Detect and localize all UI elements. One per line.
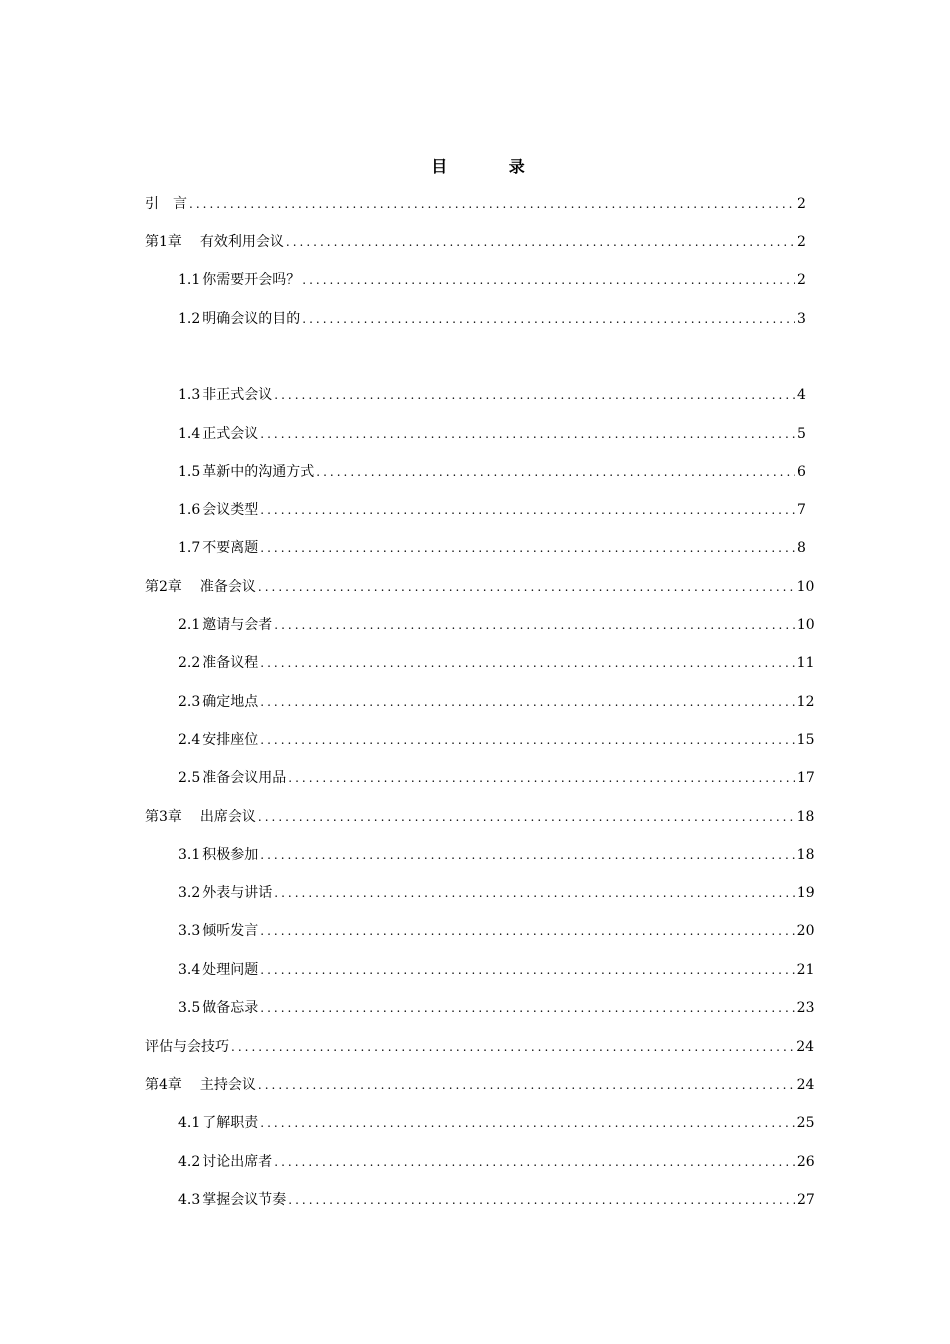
- toc-entry-section-3-5[interactable]: [178, 998, 815, 1018]
- toc-leader-dots: [260, 921, 794, 941]
- toc-entry-page: 21: [796, 962, 815, 978]
- toc-entry-section-2-5[interactable]: [178, 768, 815, 788]
- toc-entry-label: 准备会议: [199, 579, 256, 595]
- toc-leader-dots: [258, 1075, 795, 1095]
- toc-entry-page: 10: [796, 579, 815, 595]
- toc-leader-dots: [258, 807, 795, 827]
- toc-entry-section-2-3[interactable]: [178, 692, 815, 712]
- toc-entry-page: 24: [796, 1039, 815, 1055]
- toc-entry-section-1-6[interactable]: [178, 500, 805, 520]
- toc-entry-section-1-7[interactable]: [178, 538, 805, 558]
- toc-entry-label: 评估与会技巧: [145, 1039, 229, 1055]
- toc-entry-number: 1.4: [178, 426, 201, 442]
- toc-entry-section-1-3[interactable]: [178, 385, 805, 405]
- toc-entry-number: 1.7: [178, 540, 201, 556]
- toc-entry-section-1-2[interactable]: [178, 309, 805, 329]
- toc-leader-dots: [258, 577, 795, 597]
- toc-leader-dots: [260, 653, 794, 673]
- toc-entry-label: 出席会议: [199, 809, 256, 825]
- toc-entry-number: 第2章: [145, 579, 182, 595]
- toc-leader-dots: [274, 1152, 795, 1172]
- toc-leader-dots: [260, 960, 794, 980]
- toc-entry-number: 4.3: [178, 1192, 201, 1208]
- toc-entry-number: 4.2: [178, 1154, 201, 1170]
- toc-entry-page: 27: [797, 1192, 815, 1208]
- toc-entry-label: 非正式会议: [202, 387, 273, 403]
- toc-entry-section-3-2[interactable]: [178, 883, 815, 903]
- toc-entry-page: 19: [796, 885, 815, 901]
- toc-entry-number: 3.4: [178, 962, 201, 978]
- toc-entry-label: 会议类型: [202, 502, 259, 518]
- toc-entry-number: 2.1: [178, 617, 201, 633]
- toc-entry-number: 2.4: [178, 732, 201, 748]
- toc-entry-section-2-1[interactable]: [178, 615, 815, 635]
- toc-entry-number: 1.3: [178, 387, 201, 403]
- toc-leader-dots: [189, 194, 795, 214]
- toc-entry-page: 26: [796, 1154, 815, 1170]
- toc-leader-dots: [288, 768, 795, 788]
- toc-entry-page: 7: [797, 502, 806, 518]
- toc-entry-label: 不要离题: [202, 540, 259, 556]
- toc-entry-label: 主持会议: [199, 1077, 256, 1093]
- toc-entry-section-4-3[interactable]: [178, 1190, 815, 1210]
- toc-entry-label: 有效利用会议: [199, 234, 284, 250]
- toc-entry-section-1-1[interactable]: [178, 270, 805, 290]
- toc-entry-number: 第4章: [145, 1077, 182, 1093]
- toc-entry-section-1-5[interactable]: [178, 462, 805, 482]
- toc-entry-number: 1.1: [178, 272, 201, 288]
- toc-entry-label: 做备忘录: [202, 1000, 259, 1016]
- toc-entry-label: 正式会议: [202, 426, 259, 442]
- toc-leader-dots: [260, 998, 794, 1018]
- toc-entry-page: 8: [797, 540, 806, 556]
- toc-entry-label: 了解职责: [202, 1115, 259, 1131]
- toc-entry-section-3-4[interactable]: [178, 960, 815, 980]
- toc-entry-number: 1.2: [178, 311, 201, 327]
- toc-entry-label: 引 言: [145, 196, 187, 212]
- toc-entry-label: 外表与讲话: [202, 885, 273, 901]
- toc-entry-page: 5: [797, 426, 806, 442]
- toc-entry-label: 准备议程: [202, 655, 259, 671]
- toc-entry-section-2-2[interactable]: [178, 653, 815, 673]
- toc-entry-page: 2: [797, 196, 806, 212]
- toc-entry-number: 4.1: [178, 1115, 201, 1131]
- toc-entry-page: 20: [796, 923, 815, 939]
- toc-entry-chapter-2[interactable]: [145, 577, 815, 597]
- toc-leader-dots: [260, 1113, 794, 1133]
- toc-leader-dots: [260, 845, 794, 865]
- toc-entry-page: 10: [796, 617, 815, 633]
- toc-leader-dots: [316, 462, 795, 482]
- toc-entry-chapter-3[interactable]: [145, 807, 815, 827]
- toc-entry-page: 2: [797, 234, 806, 250]
- toc-leader-dots: [260, 692, 794, 712]
- toc-entry-evaluation[interactable]: [145, 1037, 815, 1057]
- toc-entry-page: 2: [797, 272, 806, 288]
- toc-entry-page: 25: [796, 1115, 815, 1131]
- toc-entry-page: 18: [796, 809, 815, 825]
- toc-leader-dots: [274, 615, 795, 635]
- toc-entry-chapter-1[interactable]: [145, 232, 805, 252]
- toc-entry-chapter-4[interactable]: [145, 1075, 815, 1095]
- toc-entry-label: 准备会议用品: [202, 770, 287, 786]
- toc-entry-section-3-1[interactable]: [178, 845, 815, 865]
- toc-leader-dots: [274, 883, 795, 903]
- toc-entry-section-2-4[interactable]: [178, 730, 815, 750]
- toc-entry-page: 18: [796, 847, 815, 863]
- toc-entry-number: 2.5: [178, 770, 201, 786]
- toc-entry-label: 革新中的沟通方式: [202, 464, 315, 480]
- toc-entry-page: 12: [796, 694, 815, 710]
- toc-entry-label: 确定地点: [202, 694, 259, 710]
- toc-entry-section-3-3[interactable]: [178, 921, 815, 941]
- toc-leader-dots: [260, 500, 795, 520]
- toc-entry-label: 倾听发言: [202, 923, 259, 939]
- toc-leader-dots: [302, 270, 795, 290]
- toc-leader-dots: [231, 1037, 794, 1057]
- toc-entry-section-4-1[interactable]: [178, 1113, 815, 1133]
- toc-entry-label: 安排座位: [202, 732, 259, 748]
- toc-entry-page: 15: [796, 732, 815, 748]
- toc-entry-label: 讨论出席者: [202, 1154, 273, 1170]
- toc-entry-label: 你需要开会吗？: [202, 272, 301, 288]
- toc-entry-section-1-4[interactable]: [178, 424, 805, 444]
- toc-entry-page: 23: [796, 1000, 815, 1016]
- toc-entry-intro[interactable]: [145, 194, 805, 214]
- toc-entry-label: 处理问题: [202, 962, 259, 978]
- toc-entry-page: 6: [797, 464, 806, 480]
- toc-leader-dots: [260, 538, 795, 558]
- toc-entry-number: 3.5: [178, 1000, 201, 1016]
- toc-entry-number: 2.2: [178, 655, 201, 671]
- toc-entry-page: 3: [797, 311, 806, 327]
- toc-entry-page: 4: [797, 387, 806, 403]
- toc-entry-label: 积极参加: [202, 847, 259, 863]
- toc-entry-page: 24: [796, 1077, 815, 1093]
- toc-entry-label: 掌握会议节奏: [202, 1192, 287, 1208]
- toc-entry-label: 明确会议的目的: [202, 311, 301, 327]
- toc-entry-number: 3.2: [178, 885, 201, 901]
- toc-entry-number: 1.6: [178, 502, 201, 518]
- toc-entry-page: 17: [797, 770, 815, 786]
- toc-leader-dots: [286, 232, 795, 252]
- toc-entry-number: 1.5: [178, 464, 201, 480]
- toc-entry-page: 11: [796, 655, 815, 671]
- toc-entry-section-4-2[interactable]: [178, 1152, 815, 1172]
- toc-leader-dots: [260, 730, 794, 750]
- toc-entry-number: 3.3: [178, 923, 201, 939]
- toc-leader-dots: [302, 309, 795, 329]
- toc-entry-label: 邀请与会者: [202, 617, 273, 633]
- toc-entry-number: 第1章: [145, 234, 182, 250]
- toc-leader-dots: [274, 385, 795, 405]
- toc-title: 目 录: [431, 157, 553, 176]
- toc-leader-dots: [260, 424, 795, 444]
- toc-entry-number: 3.1: [178, 847, 201, 863]
- toc-entry-number: 2.3: [178, 694, 201, 710]
- toc-entry-number: 第3章: [145, 809, 182, 825]
- toc-leader-dots: [288, 1190, 795, 1210]
